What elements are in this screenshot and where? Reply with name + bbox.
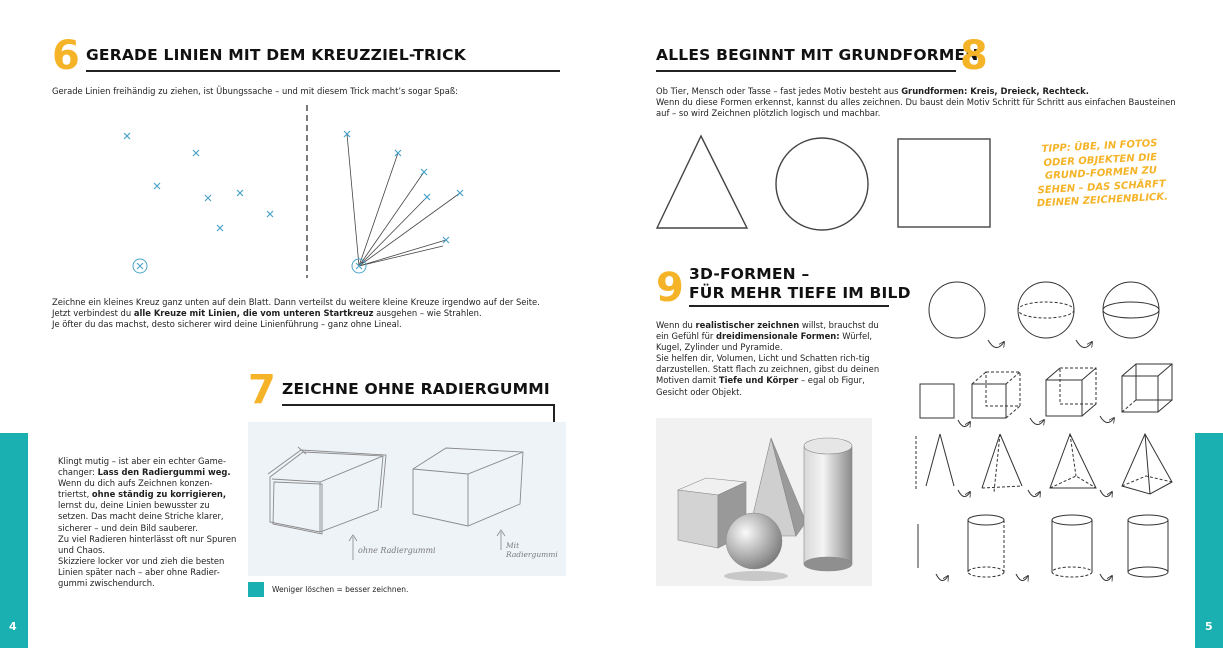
right-teal-bar <box>1195 433 1223 648</box>
section-9-body-1: Wenn du <box>656 320 696 330</box>
section-8-body-b: Grundformen: Kreis, Dreieck, Rechteck. <box>901 86 1089 96</box>
start-cross-left <box>133 259 147 273</box>
section-9-body-3: willst, brauchst du ein Gefühl für <box>656 320 879 342</box>
cross-trick-illustration <box>100 100 500 280</box>
section-8-title: ALLES BEGINNT MIT GRUNDFORMEN <box>656 46 979 64</box>
shaded-3d-shapes-image <box>656 418 872 586</box>
ray-target-crosses <box>344 131 463 243</box>
section-7-body-4: ohne ständig zu korrigieren, <box>91 489 227 500</box>
caption-teal-square <box>248 582 264 597</box>
section-9-title-line2: FÜR MEHR TIEFE IM BILD <box>689 284 911 302</box>
section-9-body-6: Sie helfen dir, Volumen, Licht und Schatten rich-tig darzustellen. Statt flach zu zeichnen, gibst du deinen Motiven damit <box>656 353 880 386</box>
section-9-body-8: – egal ob Figur, Gesicht oder Objekt. <box>656 375 865 397</box>
section-9-body-7: Tiefe und Körper <box>718 375 799 386</box>
section-8-number: 8 <box>960 33 987 79</box>
section-7-body <box>58 456 238 589</box>
square-shape <box>898 139 990 227</box>
section-9-body-4: dreidimensionale Formen: <box>716 331 840 342</box>
section-7-underline <box>282 404 554 406</box>
sketch-label-left: ohne Radiergummi <box>358 546 436 555</box>
section-9-body <box>656 320 886 398</box>
basic-shapes <box>652 132 1002 232</box>
section-7-body-2: Lass den Radiergummi weg. <box>97 467 231 478</box>
section-9-number: 9 <box>656 265 683 311</box>
section-6-underline <box>86 70 560 72</box>
section-9-body-2: realistischer zeichnen <box>695 320 800 330</box>
sketch-photo <box>248 422 566 576</box>
section-6-body-c: ausgehen – wie Strahlen. <box>373 308 482 319</box>
triangle-shape <box>657 136 747 228</box>
page-number-left: 4 <box>9 620 17 633</box>
section-7-body-5: lernst du, deine Linien bewusster zu setzen. Das macht deine Striche klarer, sicherer – und dein Bild sauberer. <box>58 500 224 533</box>
sphere-steps <box>929 282 1159 348</box>
3d-construction-steps <box>900 276 1210 596</box>
scattered-crosses <box>124 133 273 231</box>
section-7-number: 7 <box>248 367 275 413</box>
section-8-body-a: Ob Tier, Mensch oder Tasse – fast jedes Motiv besteht aus <box>656 86 902 96</box>
section-7-body-1: Klingt mutig – ist aber ein echter Game-changer: <box>58 456 226 478</box>
section-6-body-d: Je öfter du das machst, desto sicherer wird deine Linienführung – ganz ohne Lineal. <box>52 319 402 330</box>
cube-steps <box>920 364 1172 427</box>
section-6-number: 6 <box>52 33 79 79</box>
left-teal-bar <box>0 433 28 648</box>
section-8-body-c: Wenn du diese Formen erkennst, kannst du alles zeichnen. Du baust dein Motiv Schritt für Schritt aus einfachen Bausteinen auf – so wird Zeichnen plötzlich logisch und machbar. <box>656 97 1176 119</box>
section-9-underline <box>689 305 889 307</box>
section-9-title-line1: 3D-FORMEN – <box>689 265 810 283</box>
left-page <box>0 0 611 648</box>
section-6-body-b: alle Kreuze mit Linien, die vom unteren Startkreuz <box>133 308 374 319</box>
tip-text: TIPP: ÜBE, IN FOTOS ODER OBJEKTEN DIE GRUND-FORMEN ZU SEHEN – DAS SCHÄRFT DEINEN ZEICHENBLICK. <box>1036 138 1169 210</box>
start-cross-right <box>352 259 366 273</box>
section-7-title: ZEICHNE OHNE RADIERGUMMI <box>282 380 550 398</box>
cylinder-steps <box>918 515 1168 581</box>
sketch-caption: Weniger löschen = besser zeichnen. <box>272 585 409 594</box>
section-6-body-a: Zeichne ein kleines Kreuz ganz unten auf dein Blatt. Dann verteilst du weitere kleine Kreuze irgendwo auf der Seite. Jetzt verbindest du <box>52 297 540 319</box>
pyramid-steps <box>916 434 1172 497</box>
page-number-right: 5 <box>1205 620 1213 633</box>
section-7-body-7: Skizziere locker vor und zieh die besten Linien später nach – aber ohne Radier-gummi zwischendurch. <box>58 555 225 589</box>
right-page <box>612 0 1223 648</box>
circle-shape <box>776 138 868 230</box>
section-8-body <box>656 86 1186 119</box>
sketch-label-right: Mit Radiergummi <box>506 541 558 559</box>
section-9-body-5: Würfel, Kugel, Zylinder und Pyramide. <box>656 331 873 353</box>
section-6-body <box>52 297 542 330</box>
section-6-intro: Gerade Linien freihändig zu ziehen, ist Übungssache – und mit diesem Trick macht’s sogar Spaß: <box>52 86 458 96</box>
section-8-underline <box>656 70 956 72</box>
ray-lines <box>347 134 460 266</box>
section-6-title: GERADE LINIEN MIT DEM KREUZZIEL-TRICK <box>86 46 466 64</box>
section-7-body-3: Wenn du dich aufs Zeichnen konzen-triertst, <box>58 478 213 500</box>
section-7-body-6: Zu viel Radieren hinterlässt oft nur Spuren und Chaos. <box>58 533 237 555</box>
